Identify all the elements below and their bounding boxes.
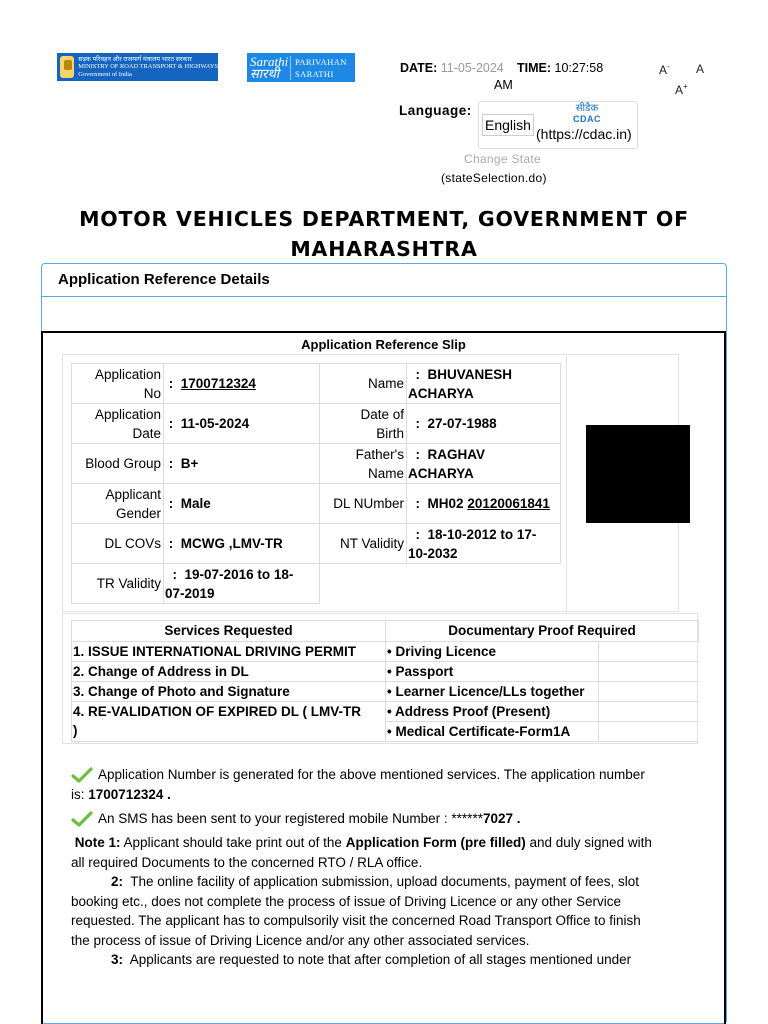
cdac-logo-text: CDAC <box>573 114 601 124</box>
dl-number-value: : MH02 20120061841 <box>407 484 561 524</box>
morth-line-english: MINISTRY OF ROAD TRANSPORT & HIGHWAYS <box>78 63 218 71</box>
morth-logo-text <box>78 56 218 78</box>
nt-validity-label: NT Validity <box>320 524 407 564</box>
check-icon <box>71 811 93 827</box>
font-decrease-sup: - <box>667 62 670 71</box>
parivahan-sarathi-text <box>290 56 347 80</box>
sms-message: An SMS has been sent to your registered mobile Number : ******7027 . <box>71 809 699 829</box>
cdac-logo-icon[interactable] <box>570 104 604 126</box>
empty-cell <box>320 564 407 604</box>
proof-item: • Passport <box>386 662 699 682</box>
state-selection-url[interactable]: (stateSelection.do) <box>441 171 547 185</box>
father-name-value: : RAGHAV ACHARYA <box>407 444 561 484</box>
table-row <box>72 662 699 682</box>
service-item: 4. RE-VALIDATION OF EXPIRED DL ( LMV-TR ) <box>72 702 386 742</box>
dob-label: Date of Birth <box>320 404 407 444</box>
services-header: Services Requested <box>72 621 386 642</box>
name-value: : BHUVANESH ACHARYA <box>407 364 561 404</box>
table-header-row <box>72 621 699 642</box>
sarathi-line: SARATHI <box>295 68 334 79</box>
table-row <box>72 702 699 722</box>
note-3: 3: Applicants are requested to note that after completion of all stages mentioned under <box>111 952 632 967</box>
table-row <box>72 404 561 444</box>
time-value: 10:27:58 <box>554 61 604 75</box>
app-no-label: Application No <box>72 364 164 404</box>
dl-covs-label: DL COVs <box>72 524 164 564</box>
proof-item: • Learner Licence/LLs together <box>386 682 699 702</box>
proof-item: • Medical Certificate-Form1A <box>386 722 699 742</box>
page-title-line1: MOTOR VEHICLES DEPARTMENT, GOVERNMENT OF <box>79 207 689 231</box>
page-title <box>60 204 708 264</box>
language-label: Language: <box>399 103 472 118</box>
date-display <box>400 61 504 75</box>
empty-cell <box>407 564 561 604</box>
font-decrease-button[interactable] <box>659 62 670 77</box>
applicant-photo <box>586 425 690 523</box>
reference-details-table <box>71 363 561 604</box>
language-select[interactable]: English <box>482 114 534 136</box>
parivahan-line: PARIVAHAN <box>295 56 347 67</box>
dl-number-label: DL NUmber <box>320 484 407 524</box>
time-display <box>517 61 603 75</box>
services-table <box>71 620 699 742</box>
table-row <box>72 364 561 404</box>
service-item: 3. Change of Photo and Signature <box>72 682 386 702</box>
morth-line-goi: Government of India <box>78 70 132 78</box>
time-label: TIME: <box>517 61 552 75</box>
table-row <box>72 564 561 604</box>
service-item: 1. ISSUE INTERNATIONAL DRIVING PERMIT <box>72 642 386 662</box>
gender-label: Applicant Gender <box>72 484 164 524</box>
note-2: 2: The online facility of application submission, upload documents, payment of fees, slot booking etc., does not complete the process of issue of Driving Licence or any other Service requested. The applicant has to compulsorily visit the concerned Road Transport Office to finish the process of issue of Driving Licence and/or any other associated services. <box>71 874 641 948</box>
blood-group-value: : B+ <box>164 444 320 484</box>
blood-group-label: Blood Group <box>72 444 164 484</box>
time-ampm: AM <box>494 78 513 92</box>
change-state-link[interactable]: Change State <box>464 152 541 166</box>
panel-header <box>42 264 726 297</box>
tr-validity-label: TR Validity <box>72 564 164 604</box>
cdac-hindi-text: सीडैक <box>575 103 599 114</box>
table-row <box>72 682 699 702</box>
national-emblem-icon <box>60 56 74 78</box>
font-increase-label: A <box>675 83 684 97</box>
table-row <box>72 524 561 564</box>
proof-item: • Address Proof (Present) <box>386 702 699 722</box>
page-title-line2: MAHARASHTRA <box>290 237 478 261</box>
app-date-value: : 11-05-2024 <box>164 404 320 444</box>
font-normal-button[interactable]: A <box>696 62 705 76</box>
name-label: Name <box>320 364 407 404</box>
morth-line-hindi: सड़क परिवहन और राजमार्ग मंत्रालय भारत सरकार <box>78 55 192 63</box>
morth-logo[interactable] <box>57 53 218 81</box>
app-date-label: Application Date <box>72 404 164 444</box>
service-item: 2. Change of Address in DL <box>72 662 386 682</box>
date-value: 11-05-2024 <box>440 61 504 75</box>
cdac-link[interactable]: (https://cdac.in) <box>536 126 632 142</box>
dl-covs-value: : MCWG ,LMV-TR <box>164 524 320 564</box>
table-row <box>72 484 561 524</box>
font-decrease-label: A <box>659 63 668 77</box>
app-number-message: Application Number is generated for the above mentioned services. The application number is: 1700712324 . <box>71 767 645 802</box>
sarathi-script-logo <box>250 53 290 81</box>
sarathi-script-top: Sarathi <box>250 53 289 69</box>
date-label: DATE: <box>400 61 438 75</box>
slip-title: Application Reference Slip <box>301 337 466 352</box>
app-no-value: : 1700712324 <box>164 364 320 404</box>
note-1: Note 1: Applicant should take print out of the Application Form (pre filled) and duly signed with all required Documents to the concerned RTO / RLA office. <box>71 835 652 870</box>
table-row <box>72 444 561 484</box>
tr-validity-value: : 19-07-2016 to 18- 07-2019 <box>164 564 320 604</box>
dob-value: : 27-07-1988 <box>407 404 561 444</box>
proof-item: • Driving Licence <box>386 642 699 662</box>
check-icon <box>71 767 93 783</box>
nt-validity-value: : 18-10-2012 to 17- 10-2032 <box>407 524 561 564</box>
father-name-label: Father's Name <box>320 444 407 484</box>
gender-value: : Male <box>164 484 320 524</box>
panel-title: Application Reference Details <box>58 271 270 288</box>
sarathi-script-bottom: सारथी <box>250 65 280 81</box>
proof-header: Documentary Proof Required <box>386 621 699 642</box>
sarathi-logo[interactable] <box>247 53 355 82</box>
font-increase-button[interactable] <box>675 82 688 97</box>
font-increase-sup: + <box>683 82 688 91</box>
reference-slip <box>41 331 726 1024</box>
table-row <box>72 642 699 662</box>
